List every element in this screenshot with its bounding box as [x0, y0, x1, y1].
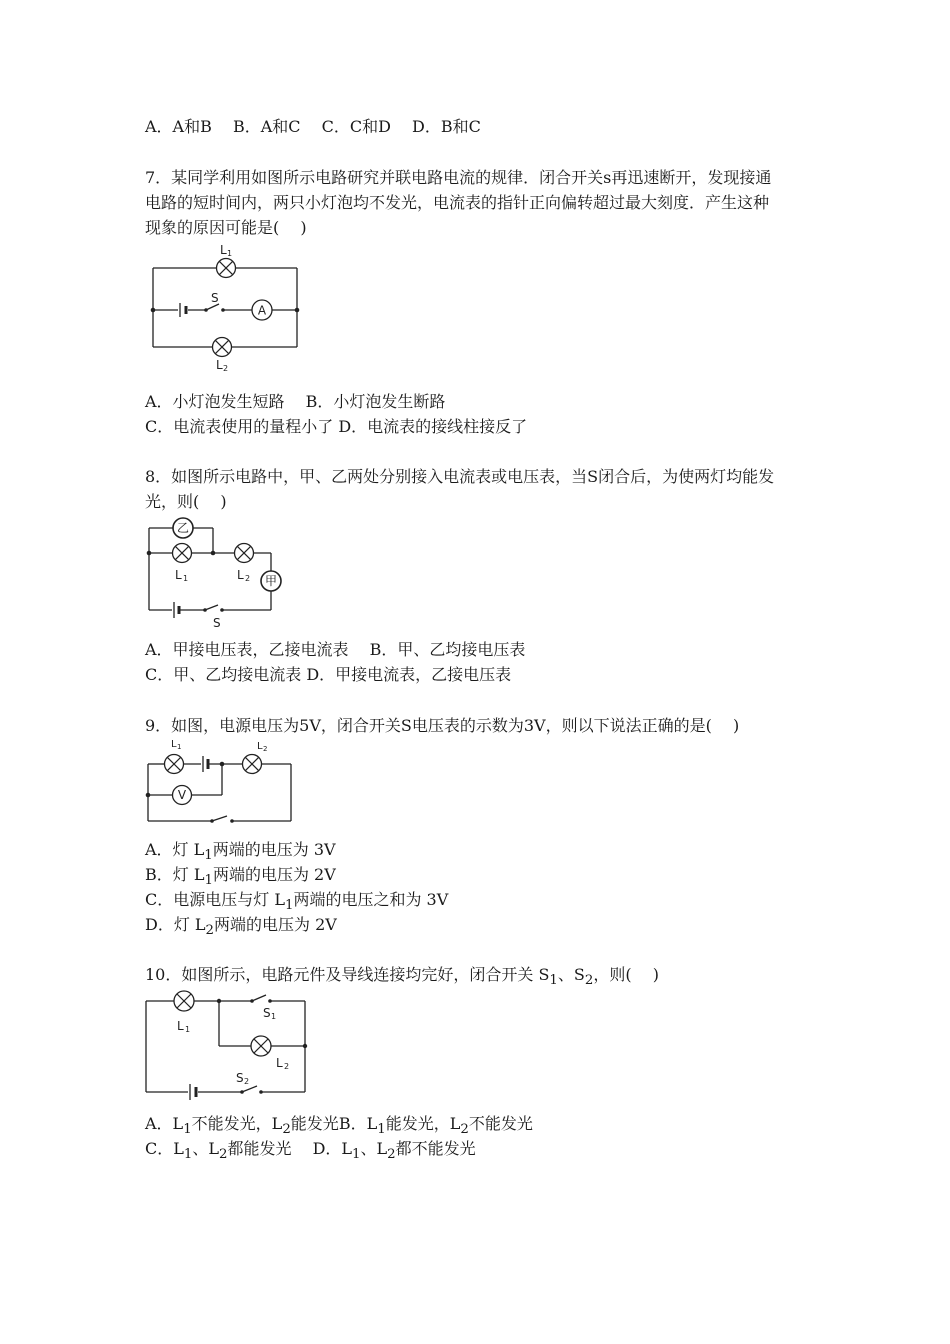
option-text: 能发光	[290, 1114, 339, 1133]
option-text: 不能发光	[468, 1114, 533, 1133]
option-subscript: 2	[205, 923, 215, 939]
q7-stem-line-1: 7．某同学利用如图所示电路研究并联电路电流的规律．闭合开关s再迅速断开，发现接通	[145, 168, 772, 187]
option-text: 、L	[192, 1139, 219, 1158]
option-text: 能发光，L	[385, 1114, 461, 1133]
option-text: 、L	[360, 1139, 388, 1158]
option-text: 都不能发光	[395, 1139, 476, 1158]
lamp-l2-icon	[213, 338, 232, 357]
meter-jia-label: 甲	[264, 574, 278, 588]
lamp-l2-label: L	[257, 741, 263, 752]
lamp-l1-sub: 1	[185, 1025, 191, 1034]
lamp-l1-icon	[174, 991, 194, 1011]
option-text: D．L	[312, 1139, 353, 1158]
q9-option-b	[145, 864, 336, 892]
q8-options-line-1: A．甲接电压表，乙接电流表 B．甲、乙均接电压表	[145, 640, 526, 659]
stem-subscript: 2	[584, 973, 594, 989]
lamp-l1-icon	[173, 544, 192, 563]
lamp-l1-sub: 1	[227, 249, 233, 258]
lamp-l1-label: L	[177, 1019, 184, 1033]
option-subscript: 2	[282, 1122, 291, 1138]
option-text: A．灯 L	[145, 840, 205, 859]
stem-subscript: 1	[549, 973, 558, 989]
q9-circuit-diagram	[140, 735, 300, 830]
lamp-l2-icon	[243, 755, 262, 774]
option-text: 两端的电压为 2V	[212, 865, 336, 884]
stem-text: 、S	[557, 965, 585, 984]
lamp-l1-icon	[217, 259, 236, 278]
q8-options-line-2: C．甲、乙均接电流表 D．甲接电流表，乙接电压表	[145, 665, 512, 684]
lamp-l2-label: L	[237, 568, 244, 582]
switch-s-label: S	[211, 291, 219, 305]
option-text: 两端的电压为 2V	[214, 915, 337, 934]
q10-circuit-diagram	[140, 985, 315, 1100]
lamp-l2-sub: 2	[223, 364, 229, 373]
option-subscript: 1	[377, 1122, 386, 1138]
q7-circuit-diagram	[140, 240, 310, 375]
option-text: C．L	[145, 1139, 184, 1158]
q9-option-a	[145, 839, 336, 867]
lamp-l1-label: L	[175, 568, 182, 582]
option-subscript: 2	[219, 1147, 228, 1163]
lamp-l1-label: L	[171, 739, 177, 750]
q9-option-c	[145, 889, 448, 917]
stem-text: ，则( )	[593, 965, 659, 984]
option-text: B．L	[338, 1114, 378, 1133]
ammeter-label: A	[257, 303, 267, 318]
q8-stem-line-2: 光，则( )	[145, 492, 227, 511]
switch-s-label: S	[213, 616, 221, 630]
lamp-l1-icon	[165, 755, 184, 774]
q8-stem-line-1: 8．如图所示电路中，甲、乙两处分别接入电流表或电压表，当S闭合后，为使两灯均能发	[145, 467, 775, 486]
q7-options-line-1: A．小灯泡发生短路 B．小灯泡发生断路	[145, 392, 446, 411]
q8-circuit-diagram	[140, 512, 290, 632]
option-subscript: 2	[387, 1147, 396, 1163]
option-text: 两端的电压为 3V	[212, 840, 336, 859]
option-text: D．灯 L	[145, 915, 206, 934]
option-subscript: 1	[352, 1147, 361, 1163]
q7-options-line-2: C．电流表使用的量程小了 D．电流表的接线柱接反了	[145, 417, 528, 436]
q9-stem: 9．如图，电源电压为5V，闭合开关S电压表的示数为3V，则以下说法正确的是( )	[145, 716, 740, 735]
q9-option-d	[145, 914, 337, 942]
lamp-l2-label: L	[276, 1056, 283, 1070]
q6-options: A．A和B B．A和C C．C和D D．B和C	[145, 117, 481, 136]
lamp-l2-label: L	[216, 358, 223, 372]
lamp-l2-icon	[251, 1036, 271, 1056]
option-text: 都能发光	[227, 1139, 313, 1158]
option-subscript: 1	[284, 898, 294, 914]
switch-s1-label: S	[263, 1006, 271, 1020]
lamp-l2-icon	[235, 544, 254, 563]
q7-stem-line-3: 现象的原因可能是( )	[145, 218, 307, 237]
stem-text: 10．如图所示，电路元件及导线连接均完好，闭合开关 S	[145, 965, 550, 984]
meter-yi-label: 乙	[176, 521, 190, 535]
switch-s1-sub: 1	[271, 1012, 277, 1021]
option-text: 不能发光，L	[191, 1114, 283, 1133]
option-text: C．电源电压与灯 L	[145, 890, 285, 909]
switch-s2-label: S	[236, 1071, 244, 1085]
option-text: 两端的电压之和为 3V	[293, 890, 449, 909]
voltmeter-label: V	[177, 788, 187, 802]
option-subscript: 1	[183, 1122, 192, 1138]
q7-stem-line-2: 电路的短时间内，两只小灯泡均不发光，电流表的指针正向偏转超过最大刻度．产生这种	[145, 193, 770, 212]
lamp-l1-sub: 1	[177, 743, 182, 751]
option-subscript: 1	[204, 848, 213, 864]
lamp-l2-sub: 2	[263, 745, 268, 753]
lamp-l2-sub: 2	[284, 1062, 290, 1071]
option-subscript: 1	[183, 1147, 193, 1163]
lamp-l2-sub: 2	[245, 574, 251, 583]
q10-options-ab	[145, 1113, 533, 1141]
lamp-l1-sub: 1	[183, 574, 189, 583]
switch-s2-sub: 2	[244, 1077, 250, 1086]
q10-options-cd	[145, 1138, 476, 1166]
option-text: A．L	[145, 1114, 184, 1133]
option-subscript: 2	[460, 1122, 469, 1138]
option-subscript: 1	[204, 873, 213, 889]
lamp-l1-label: L	[220, 243, 227, 257]
option-text: B．灯 L	[145, 865, 205, 884]
